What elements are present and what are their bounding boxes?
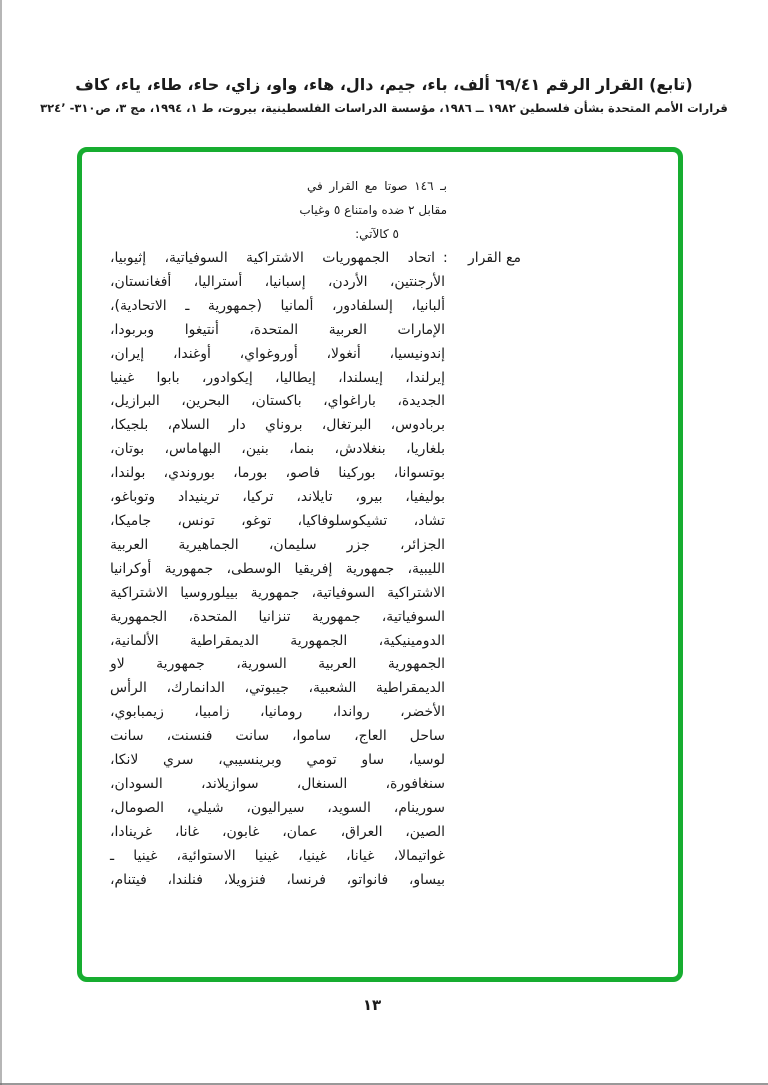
resolution-title: (تابع) القرار الرقم ٦٩/٤١ ألف، باء، جيم، دال، هاء، واو، زاي، حاء، طاء، ياء، كاف — [75, 75, 693, 94]
document-header — [0, 74, 768, 117]
country-list-line: الدومينيكية، الجمهورية الديمقراطية الألمانية، — [110, 632, 445, 649]
with-label-colon: : — [443, 250, 448, 266]
country-list-line: الأرجنتين، الأردن، إسبانيا، أستراليا، أفغانستان، — [110, 273, 445, 290]
country-list-line: ساحل العاج، ساموا، سانت فنسنت، سانت — [110, 728, 445, 745]
scan-edge-left-artifact — [0, 0, 2, 1085]
page-number: ١٣ — [362, 996, 382, 1014]
country-list — [110, 247, 445, 892]
with-label-text: مع القرار — [467, 250, 521, 266]
country-list-line: بربادوس، البرتغال، بروناي دار السلام، بلجيكا، — [110, 417, 445, 434]
country-list-line: تشاد، تشيكوسلوفاكيا، توغو، تونس، جاميكا، — [110, 512, 445, 529]
country-list-line: الصين، العراق، عمان، غابون، غانا، غرينادا، — [110, 823, 445, 840]
country-list-line: الاشتراكية السوفياتية، جمهورية بييلوروسيا الاشتراكية — [110, 584, 445, 601]
country-list-line: الليبية، جمهورية إفريقيا الوسطى، جمهورية أوكرانيا — [110, 560, 445, 577]
country-list-line: إيرلندا، إيسلندا، إيطاليا، إيكوادور، بابوا غينيا — [110, 369, 445, 386]
country-list-line: لوسيا، ساو تومي وبرينسيبي، سري لانكا، — [110, 752, 445, 769]
country-list-line: سورينام، السويد، سيراليون، شيلي، الصومال، — [110, 799, 445, 816]
country-list-line: بلغاريا، بنغلادش، بنما، بنين، البهاماس، بوتان، — [110, 441, 445, 458]
country-list-line: بيساو، فانواتو، فرنسا، فنزويلا، فنلندا، فيتنام، — [110, 871, 445, 888]
country-list-line: بوتسوانا، بوركينا فاصو، بورما، بوروندي، بولندا، — [110, 465, 445, 482]
country-list-line: ألبانيا، إلسلفادور، ألمانيا (جمهورية ـ الاتحادية)، — [110, 297, 445, 314]
country-list-line: اتحاد الجمهوريات الاشتراكية السوفياتية، إثيوبيا، — [110, 250, 435, 266]
vote-summary-line: بـ ١٤٦ صوتا مع القرار في — [307, 179, 447, 193]
highlight-box — [77, 147, 683, 982]
country-list-line: الجمهورية العربية السورية، جمهورية لاو — [110, 656, 445, 673]
vote-summary-line: ٥ كالآتي: — [355, 226, 399, 241]
country-list-line: بوليفيا، بيرو، تايلاند، تركيا، ترينيداد وتوباغو، — [110, 489, 445, 506]
country-list-line: إندونيسيا، أنغولا، أوروغواي، أوغندا، إيران، — [110, 345, 445, 362]
country-list-line: الديمقراطية الشعبية، جيبوتي، الدانمارك، الرأس — [110, 680, 445, 697]
vote-with-label — [443, 247, 521, 271]
country-list-line: السوفياتية، جمهورية تنزانيا المتحدة، الجمهورية — [110, 608, 445, 625]
country-list-line: غواتيمالا، غيانا، غينيا، غينيا الاستوائية، غينيا ـ — [110, 847, 445, 864]
country-list-line: سنغافورة، السنغال، سوازيلاند، السودان، — [110, 775, 445, 792]
source-citation: قرارات الأمم المتحدة بشأن فلسطين ١٩٨٢ ــ ١٩٨٦، مؤسسة الدراسات الفلسطينية، بيروت، ط ١، ١٩٩٤، مج ٣، ص٣١٠- ٣٢٤ʼ — [40, 101, 728, 115]
country-list-line: الجزائر، جزر سليمان، الجماهيرية العربية — [110, 536, 445, 553]
vote-summary — [299, 175, 447, 247]
vote-summary-line: مقابل ٢ ضده وامتناع ٥ وغياب — [299, 202, 447, 217]
country-list-line: الإمارات العربية المتحدة، أنتيغوا وبربودا، — [110, 321, 445, 338]
country-list-line: الجديدة، باراغواي، باكستان، البحرين، البرازيل، — [110, 393, 445, 410]
country-list-line: الأخضر، رواندا، رومانيا، زامبيا، زيمبابوي، — [110, 704, 445, 721]
